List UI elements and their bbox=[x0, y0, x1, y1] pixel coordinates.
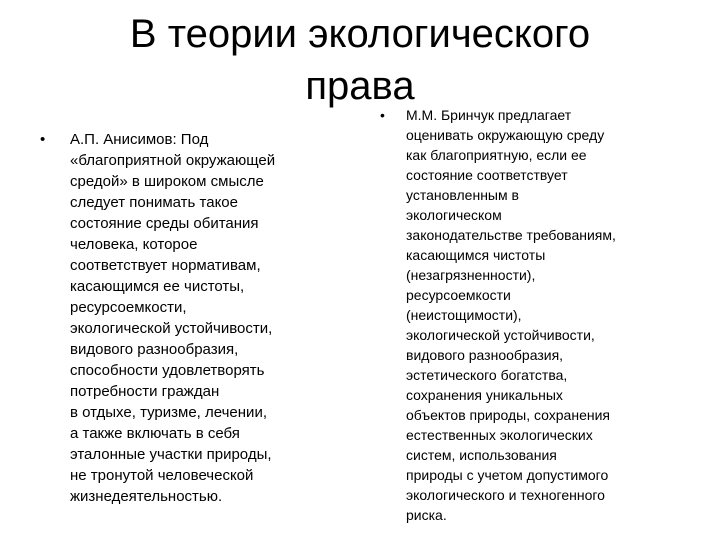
text-line: человека, которое bbox=[70, 236, 198, 253]
text-line: экологической устойчивости, bbox=[406, 327, 595, 343]
title-line-1: В теории экологического bbox=[129, 12, 591, 56]
left-bullet-text bbox=[70, 129, 370, 507]
text-line: видового разнообразия, bbox=[70, 341, 239, 358]
text-line: жизнедеятельностью. bbox=[70, 488, 223, 505]
text-line: установленным в bbox=[406, 187, 519, 203]
text-line: экологического и техногенного bbox=[406, 487, 605, 503]
text-line: сохранения уникальных bbox=[406, 387, 563, 403]
bullet-icon: • bbox=[40, 131, 46, 148]
text-line: соответствует нормативам, bbox=[70, 257, 261, 274]
text-line: состояние соответствует bbox=[406, 167, 568, 183]
text-line: как благоприятную, если ее bbox=[406, 147, 587, 163]
text-line: объектов природы, сохранения bbox=[406, 407, 610, 423]
text-line: видового разнообразия, bbox=[406, 347, 564, 363]
text-line: М.М. Бринчук предлагает bbox=[406, 107, 572, 123]
text-line: оценивать окружающую среду bbox=[406, 127, 605, 143]
text-line: систем, использования bbox=[406, 447, 557, 463]
text-line: потребности граждан bbox=[70, 383, 220, 400]
text-line: ресурсоемкости bbox=[406, 287, 511, 303]
text-line: естественных экологических bbox=[406, 427, 593, 443]
text-line: эстетического богатства, bbox=[406, 367, 568, 383]
text-line: способности удовлетворять bbox=[70, 362, 265, 379]
text-line: природы с учетом допустимого bbox=[406, 467, 609, 483]
text-line: а также включать в себя bbox=[70, 425, 240, 442]
text-line: А.П. Анисимов: Под bbox=[70, 131, 209, 148]
text-line: (неистощимости), bbox=[406, 307, 522, 323]
bullet-icon: • bbox=[380, 107, 385, 123]
text-line: ресурсоемкости, bbox=[70, 299, 187, 316]
title-line-2: права bbox=[305, 64, 415, 108]
text-line: риска. bbox=[406, 507, 447, 523]
text-line: состояние среды обитания bbox=[70, 215, 259, 232]
text-line: законодательстве требованиям, bbox=[406, 227, 616, 243]
text-line: «благоприятной окружающей bbox=[70, 152, 276, 169]
text-line: касающимся чистоты bbox=[406, 247, 546, 263]
text-line: экологическом bbox=[406, 207, 502, 223]
slide-title bbox=[0, 8, 720, 112]
text-line: в отдыхе, туризме, лечении, bbox=[70, 404, 267, 421]
text-line: не тронутой человеческой bbox=[70, 467, 254, 484]
text-line: касающимся ее чистоты, bbox=[70, 278, 245, 295]
text-line: (незагрязненности), bbox=[406, 267, 536, 283]
text-line: экологической устойчивости, bbox=[70, 320, 273, 337]
text-line: средой» в широком смысле bbox=[70, 173, 264, 190]
right-bullet-text bbox=[406, 105, 702, 525]
text-line: следует понимать такое bbox=[70, 194, 238, 211]
text-line: эталонные участки природы, bbox=[70, 446, 272, 463]
